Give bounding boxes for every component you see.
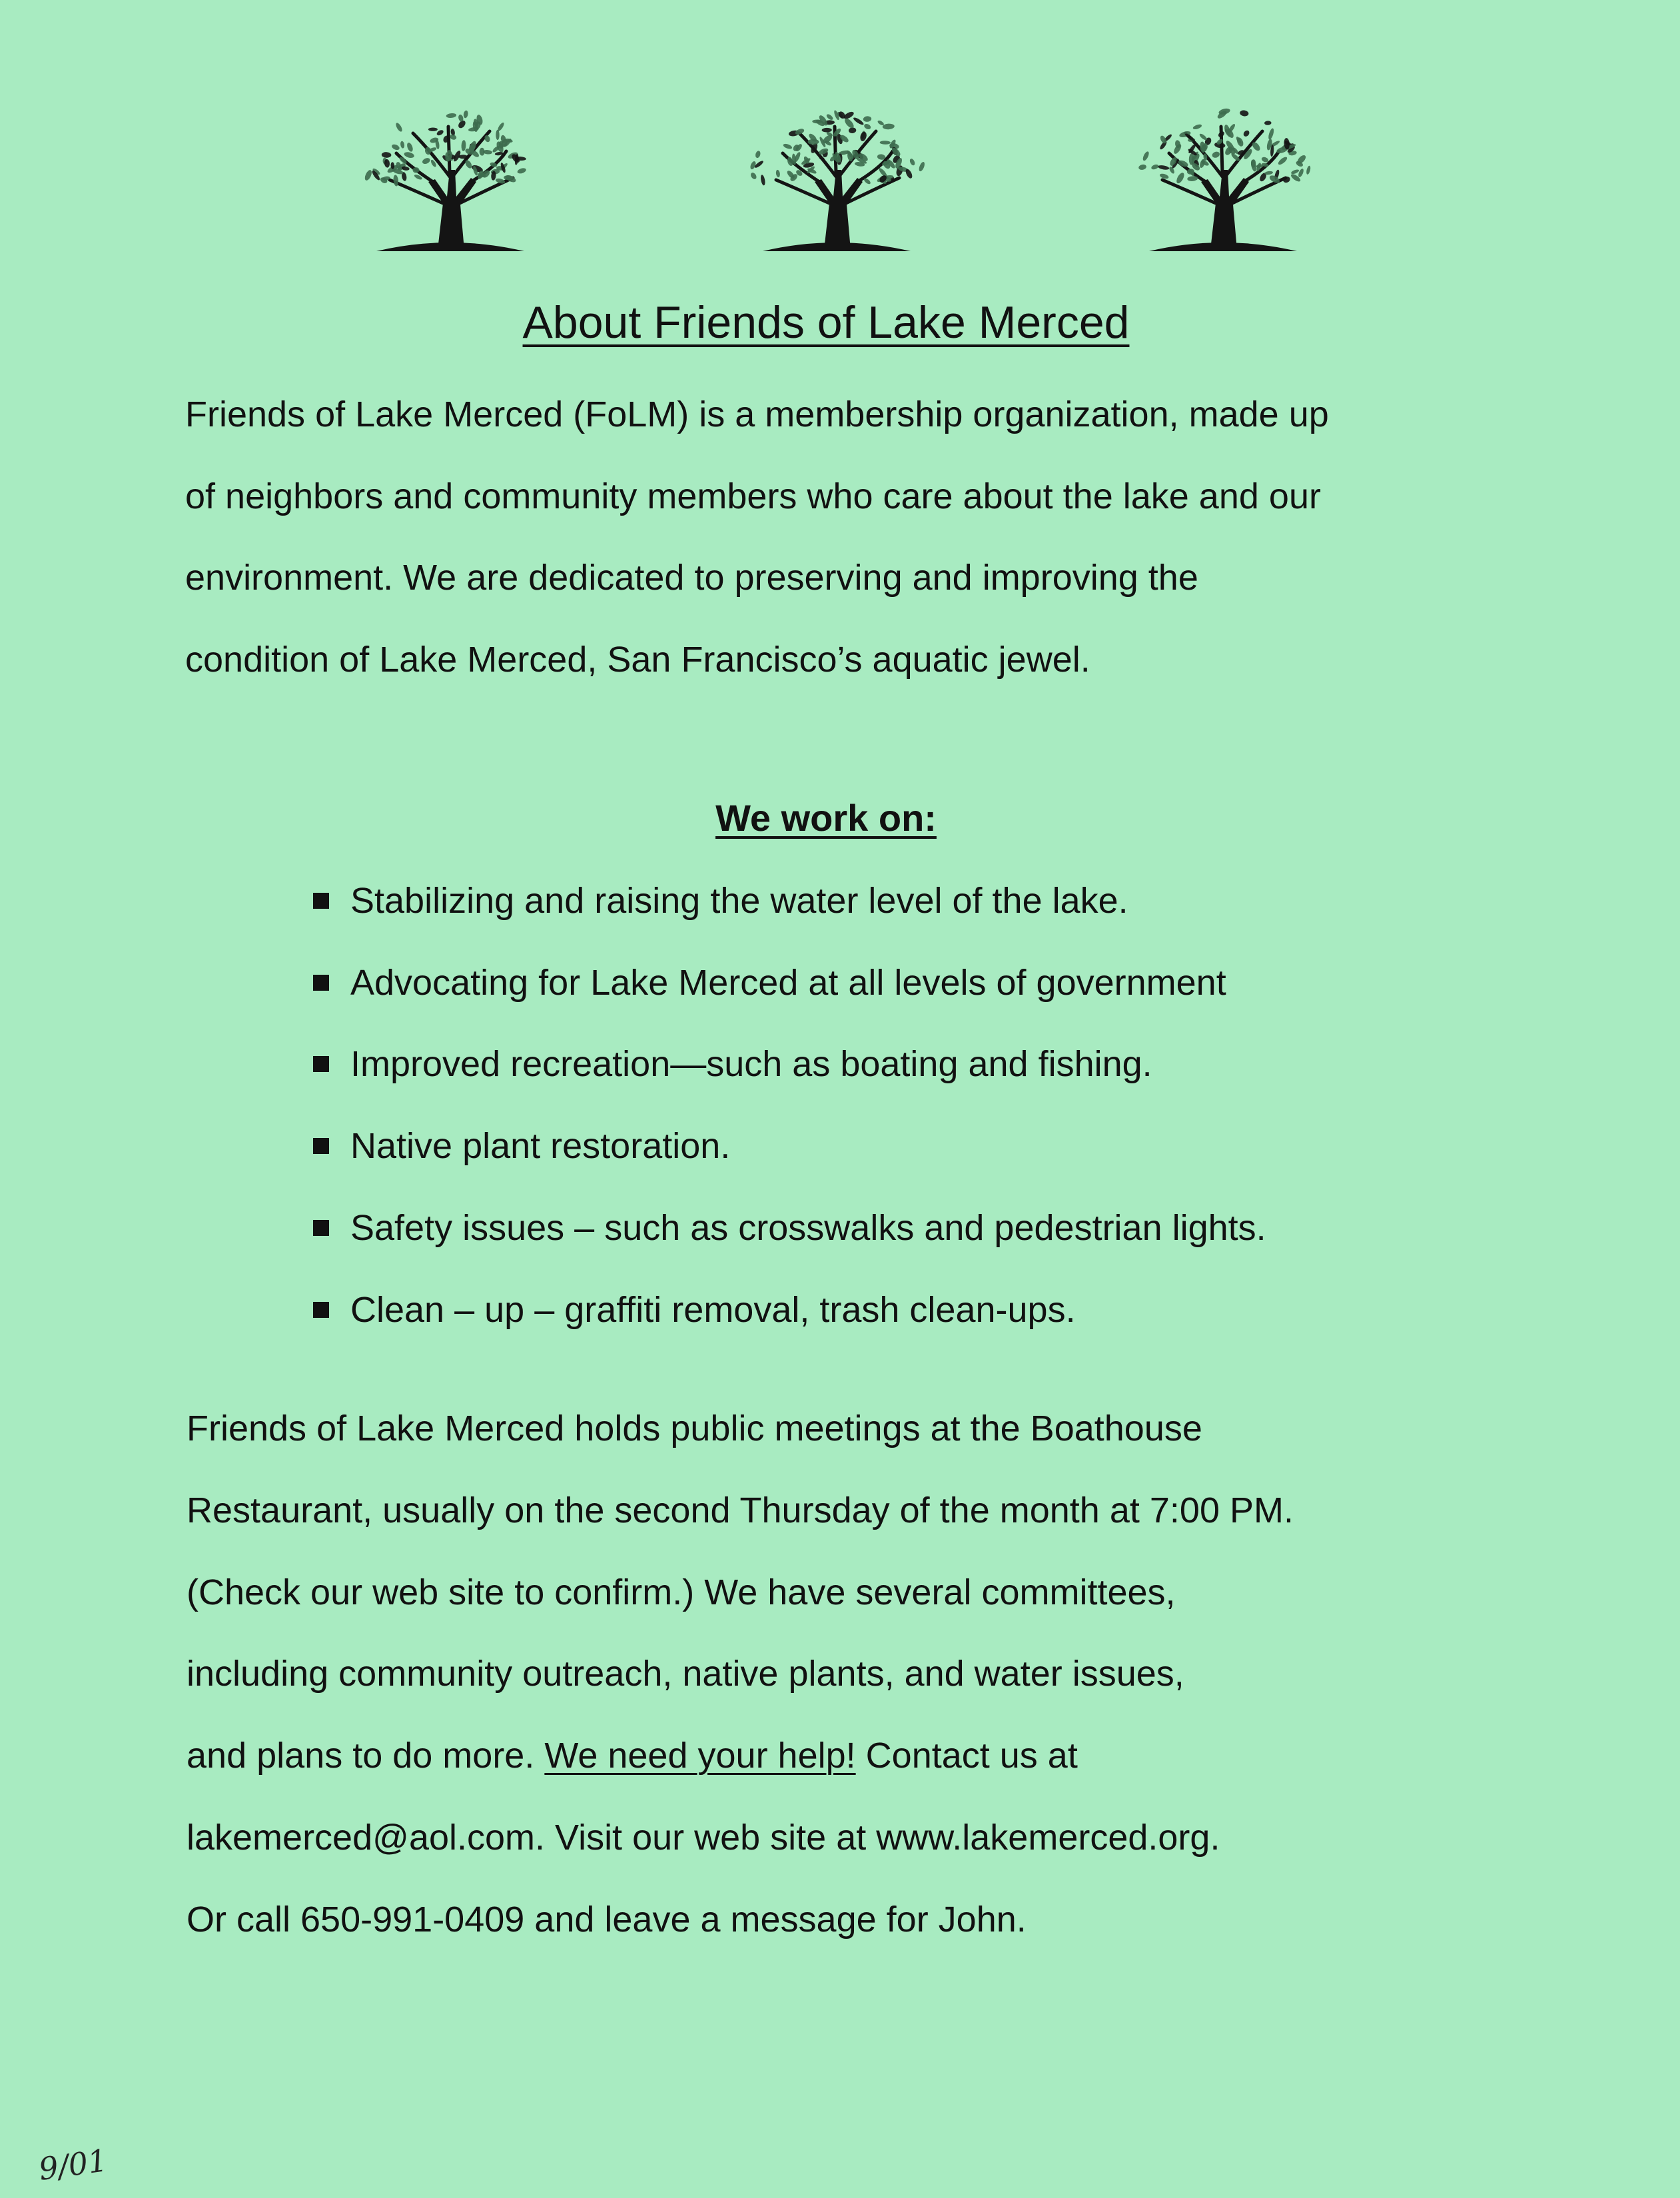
meeting-line: including community outreach, native plants, and water issues, — [187, 1654, 1184, 1694]
handwritten-date: 9/01 — [36, 2142, 110, 2187]
bullet-square-icon — [313, 1302, 329, 1318]
bullet-square-icon — [313, 1138, 329, 1154]
meeting-line: Restaurant, usually on the second Thursday of the month at 7:00 PM. — [187, 1490, 1294, 1530]
help-callout: We need your help! — [544, 1736, 856, 1776]
tree-graphic — [736, 103, 936, 257]
list-item-text: Improved recreation—such as boating and fishing. — [350, 1044, 1152, 1084]
list-item — [313, 1292, 1076, 1328]
page-title: About Friends of Lake Merced — [522, 297, 1130, 348]
intro-line: condition of Lake Merced, San Francisco’s aquatic jewel. — [185, 640, 1090, 680]
list-item — [313, 965, 1226, 1001]
list-item — [313, 1210, 1266, 1246]
bullet-square-icon — [313, 893, 329, 909]
tree-graphic — [1122, 103, 1322, 257]
list-item-text: Safety issues – such as crosswalks and pedestrian lights. — [350, 1208, 1266, 1248]
tree-graphic — [350, 103, 550, 257]
list-item — [313, 1046, 1152, 1082]
intro-line: of neighbors and community members who care about the lake and our — [185, 476, 1321, 516]
contact-line: Or call 650-991-0409 and leave a message for John. — [187, 1900, 1027, 1939]
list-item-text: Advocating for Lake Merced at all levels of government — [350, 963, 1226, 1003]
list-item — [313, 1128, 730, 1164]
list-item-text: Clean – up – graffiti removal, trash clean-ups. — [350, 1290, 1076, 1330]
list-item-text: Stabilizing and raising the water level of the lake. — [350, 881, 1128, 921]
intro-line: Friends of Lake Merced (FoLM) is a membership organization, made up — [185, 394, 1329, 434]
contact-line: lakemerced@aol.com. Visit our web site at www.lakemerced.org. — [187, 1818, 1220, 1858]
help-line — [187, 1738, 1078, 1774]
section-heading: We work on: — [715, 797, 937, 839]
tree-icon — [736, 103, 936, 257]
bullet-square-icon — [313, 975, 329, 991]
tree-icon — [350, 103, 550, 257]
list-item — [313, 883, 1128, 919]
help-line-suffix: Contact us at — [855, 1736, 1078, 1776]
list-item-text: Native plant restoration. — [350, 1126, 731, 1166]
bullet-square-icon — [313, 1220, 329, 1236]
bullet-square-icon — [313, 1056, 329, 1072]
intro-line: environment. We are dedicated to preserving and improving the — [185, 558, 1198, 598]
tree-icon — [1122, 103, 1322, 257]
meeting-line: (Check our web site to confirm.) We have several committees, — [187, 1572, 1176, 1612]
meeting-line: Friends of Lake Merced holds public meetings at the Boathouse — [187, 1408, 1202, 1448]
help-line-prefix: and plans to do more. — [187, 1736, 545, 1776]
